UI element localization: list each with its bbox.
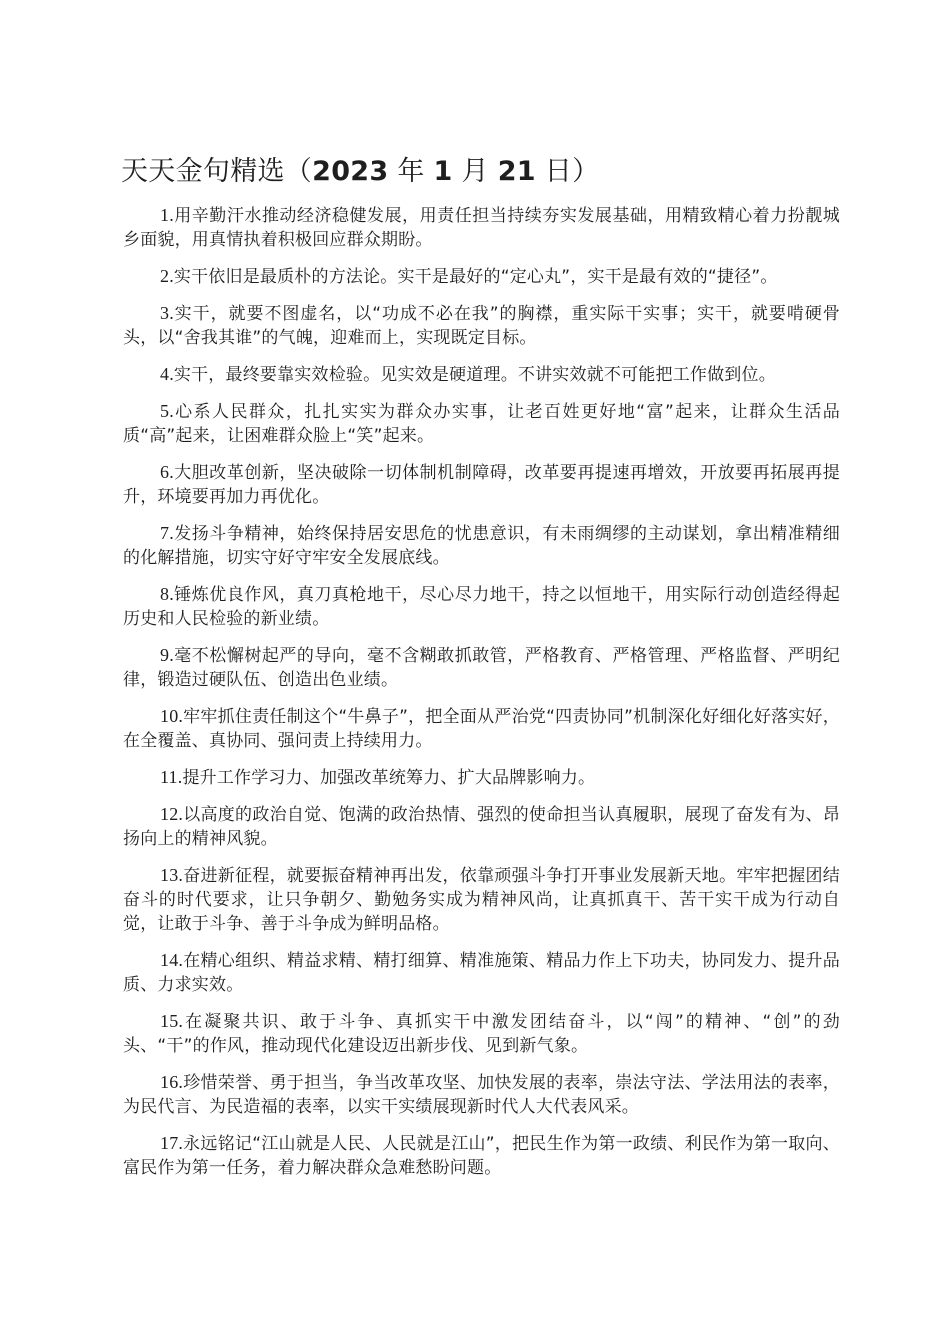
- quote-number: 11.: [160, 767, 183, 787]
- quote-item-6: [123, 460, 840, 509]
- title-year: 2023: [312, 156, 389, 187]
- quote-number: 16.: [160, 1072, 184, 1092]
- quote-text: 实干依旧是最质朴的方法论。实干是最好的“定心丸”，实干是最有效的“捷径”。: [173, 267, 778, 287]
- quote-text: 用辛勤汗水推动经济稳健发展，用责任担当持续夯实发展基础，用精致精心着力扮靓城乡面貌，用真情执着积极回应群众期盼。: [123, 206, 840, 250]
- quote-number: 7.: [160, 523, 174, 543]
- quote-text: 心系人民群众，扎扎实实为群众办实事，让老百姓更好地“富”起来，让群众生活品质“高”起来，让困难群众脸上“笑”起来。: [123, 402, 840, 446]
- quote-item-14: [123, 948, 840, 997]
- title-year-suffix: 年: [388, 156, 434, 187]
- quote-text: 珍惜荣誉、勇于担当，争当改革攻坚、加快发展的表率，崇法守法、学法用法的表率，为民代言、为民造福的表率，以实干实绩展现新时代人大代表风采。: [123, 1073, 840, 1117]
- quote-item-1: [123, 203, 840, 252]
- quote-text: 发扬斗争精神，始终保持居安思危的忧患意识，有未雨绸缪的主动谋划，拿出精准精细的化解措施，切实守好守牢安全发展底线。: [123, 524, 840, 568]
- quote-number: 8.: [160, 584, 174, 604]
- quote-item-7: [123, 521, 840, 570]
- quote-number: 5.: [160, 401, 174, 421]
- quote-text: 提升工作学习力、加强改革统筹力、扩大品牌影响力。: [182, 768, 596, 788]
- quote-number: 15.: [160, 1011, 184, 1031]
- quote-number: 10.: [160, 706, 184, 726]
- quote-item-17: [123, 1131, 840, 1180]
- quote-number: 17.: [160, 1133, 184, 1153]
- quote-text: 锤炼优良作风，真刀真枪地干，尽心尽力地干，持之以恒地干，用实际行动创造经得起历史和人民检验的新业绩。: [123, 585, 840, 629]
- quote-number: 13.: [160, 865, 184, 885]
- quote-item-16: [123, 1070, 840, 1119]
- quote-item-4: [123, 362, 840, 387]
- page-title: [121, 152, 840, 192]
- quote-item-13: [123, 863, 840, 936]
- quote-text: 大胆改革创新，坚决破除一切体制机制障碍，改革要再提速再增效，开放要再拓展再提升，环境要再加力再优化。: [123, 463, 840, 507]
- title-day: 21: [497, 156, 536, 187]
- quote-item-11: [123, 765, 840, 790]
- title-month: 1: [433, 156, 453, 187]
- quote-text: 以高度的政治自觉、饱满的政治热情、强烈的使命担当认真履职，展现了奋发有为、昂扬向上的精神风貌。: [123, 805, 840, 849]
- quote-number: 14.: [160, 950, 184, 970]
- quote-number: 12.: [160, 804, 184, 824]
- quote-item-8: [123, 582, 840, 631]
- quote-number: 1.: [160, 205, 174, 225]
- quote-number: 2.: [160, 266, 174, 286]
- quote-number: 3.: [160, 303, 174, 323]
- quote-text: 实干，最终要靠实效检验。见实效是硬道理。不讲实效就不可能把工作做到位。: [173, 365, 776, 385]
- quote-item-3: [123, 301, 840, 350]
- title-day-suffix: 日）: [535, 156, 600, 187]
- quote-number: 9.: [160, 645, 174, 665]
- quote-item-5: [123, 399, 840, 448]
- quote-item-9: [123, 643, 840, 692]
- quote-text: 毫不松懈树起严的导向，毫不含糊敢抓敢管，严格教育、严格管理、严格监督、严明纪律，锻造过硬队伍、创造出色业绩。: [123, 646, 840, 690]
- quote-number: 6.: [160, 462, 174, 482]
- quote-item-15: [123, 1009, 840, 1058]
- quote-text: 在凝聚共识、敢于斗争、真抓实干中激发团结奋斗，以“闯”的精神、“创”的劲头、“干”的作风，推动现代化建设迈出新步伐、见到新气象。: [123, 1012, 840, 1056]
- quote-item-2: [123, 264, 840, 289]
- quote-text: 奋进新征程，就要振奋精神再出发，依靠顽强斗争打开事业发展新天地。牢牢把握团结奋斗的时代要求，让只争朝夕、勤勉务实成为精神风尚，让真抓真干、苦干实干成为行动自觉，让敢于斗争、善于斗争成为鲜明品格。: [123, 866, 840, 934]
- quote-text: 在精心组织、精益求精、精打细算、精准施策、精品力作上下功夫，协同发力、提升品质、力求实效。: [123, 951, 840, 995]
- quote-list: [123, 203, 840, 1180]
- quote-item-12: [123, 802, 840, 851]
- quote-item-10: [123, 704, 840, 753]
- quote-text: 实干，就要不图虚名，以“功成不必在我”的胸襟，重实际干实事；实干，就要啃硬骨头，以“舍我其谁”的气魄，迎难而上，实现既定目标。: [123, 304, 840, 348]
- quote-text: 牢牢抓住责任制这个“牛鼻子”，把全面从严治党“四责协同”机制深化好细化好落实好，在全覆盖、真协同、强问责上持续用力。: [123, 707, 840, 751]
- document-page: [123, 152, 840, 1192]
- quote-number: 4.: [160, 364, 174, 384]
- title-month-suffix: 月: [452, 156, 498, 187]
- quote-text: 永远铭记“江山就是人民、人民就是江山”，把民生作为第一政绩、利民作为第一取向、富民作为第一任务，着力解决群众急难愁盼问题。: [123, 1134, 840, 1178]
- title-prefix: 天天金句精选（: [121, 156, 313, 187]
